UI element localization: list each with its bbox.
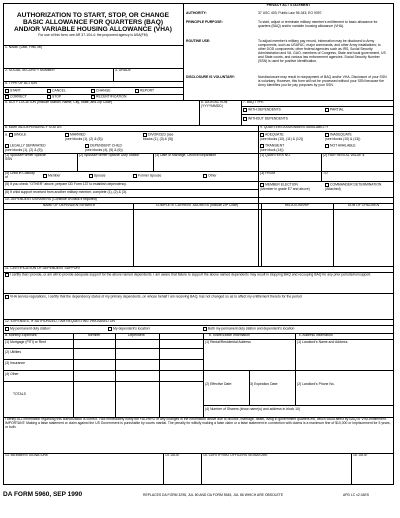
mortgage-label: (1) Mortgage (PITI) or Rent: [5, 340, 46, 344]
principle-text: To start, adjust or terminate military member's entitlement to basic allowance for quarters (BAQ) and/or variable housing allowance (VHA).: [258, 20, 378, 28]
baq-type-label: 7. BAQ TYPE: [243, 100, 264, 104]
duty-location-label: 5. DUTY LOCATION (Include Station, Name, City, State, and Zip Code): [5, 100, 113, 104]
expenses-heading: 12. EXPENSES, IF AUTHORIZED, I AM REQUESTING VHA BASED ON: [5, 319, 115, 323]
spouse-duty-label: (2) Spouse/Former Spouse Duty Station: [79, 153, 140, 157]
vha-text[interactable]: VHA service regulations, I certify that the dependency status of my primary dependents, on whose behalf I am receiving BAQ, has not changed so as to affect my entitlement thereto for the period: [5, 295, 391, 300]
col-name: NAME OF DEPENDENT/SHARER: [42, 203, 96, 207]
name-field[interactable]: [5, 51, 181, 67]
vha-dependent-location[interactable]: My dependent's location:: [108, 327, 150, 332]
officer-signature-field[interactable]: [203, 459, 347, 483]
action-start[interactable]: START: [5, 89, 21, 94]
action-stop[interactable]: STOP: [47, 95, 61, 100]
date-action-label: 6. DATE/ACTION (YYYYMMDD): [201, 100, 228, 108]
privacy-heading: PRIVACY ACT STATEMENT: [266, 3, 311, 7]
landlord-phone-label: (2) Landlord's Phone No.: [297, 382, 335, 386]
child-support-note: (6) If child support received from another military member, complete (1), (2) & (3).: [5, 190, 127, 194]
routine-label: ROUTINE USE:: [186, 39, 211, 43]
status-separated[interactable]: LEGALLY SEPARATED (see blocks (1), (2) & (5)): [5, 143, 46, 152]
officer-date-field[interactable]: [353, 459, 391, 483]
form-subtitle: For use of this form, see AR 37-104-4; the proponent agency is ASA(FM): [38, 33, 148, 38]
date-action-field[interactable]: [201, 111, 239, 123]
apd-version: APD LC v2.04ES: [343, 493, 370, 497]
action-correct[interactable]: CORRECT: [5, 95, 27, 100]
member-election[interactable]: MEMBER ELECTION (Member in grade E7 and above): [260, 182, 310, 191]
sharers-label: (4) Number of Sharers (show name(s) and address in block 10): [205, 407, 300, 411]
member-date-label: 14. DATE: [165, 453, 180, 457]
quarters-adequate[interactable]: ADEQUATE: (see blocks (10), (11) & (12)): [260, 132, 304, 141]
type-of-action-label: 4. TYPE OF ACTION: [5, 81, 37, 85]
totals-label: TOTALS: [13, 392, 26, 396]
vha-both[interactable]: Both my permanent duty station and dependent's location: [203, 327, 294, 332]
address-info-label: c. Address Information: [299, 333, 333, 337]
from-label: (3) FROM: [260, 171, 276, 175]
action-change[interactable]: CHANGE: [91, 89, 111, 94]
expiration-date-label: (3) Expiration Date:: [249, 382, 279, 386]
rental-address-label: (1) Rental/Residential Address: [205, 340, 251, 344]
quarters-heading: 9. QUARTERS ASSIGNMENT/AVAILABILITY: [260, 125, 329, 129]
quarters-transient[interactable]: TRANSIENT (see block (14)): [260, 143, 285, 152]
date-marriage-label: (3) Date of Marriage, Divorce/Separation: [155, 153, 217, 157]
action-report[interactable]: REPORT: [135, 89, 154, 94]
baq-with-dependents[interactable]: WITH DEPENDENTS: [243, 108, 281, 113]
status-married[interactable]: MARRIED (see blocks (1), (2) & (5)): [65, 132, 103, 141]
ssn-label: 2. SOCIAL SECURITY NUMBER: [5, 68, 55, 72]
quarters-inadequate[interactable]: INADEQUATE (see blocks (10) & (13)): [325, 132, 361, 141]
form-number: DA FORM 5960, SEP 1990: [3, 491, 83, 498]
dependents-heading: 10. DEPENDENTS/SHARERS (Continue on back if required): [5, 197, 97, 201]
commander-determination[interactable]: COMMANDER DETERMINATION (Attached): [325, 182, 382, 191]
dependents-rows[interactable]: [3, 209, 394, 266]
name-label: 1. NAME (Last, First, MI): [5, 45, 43, 49]
form-page: [3, 3, 394, 511]
action-cancel[interactable]: CANCEL: [47, 89, 66, 94]
col-address: COMPLETE CURRENT ADDRESS (Include ZIP Code): [155, 203, 239, 207]
member-col: Member: [88, 333, 101, 337]
col-relationship: RELATIONSHIP: [284, 203, 310, 207]
quarters-no-label: (1) QUARTERS NO.: [260, 153, 291, 157]
member-signature-field[interactable]: [5, 459, 155, 483]
custody-former-spouse[interactable]: Former Spouse: [133, 174, 161, 179]
spouse-ssn-label: (1) Spouse/Former Spouse SSN: [5, 153, 46, 161]
grade-label: 3. GRADE: [115, 68, 131, 72]
child-custody-label: (4) Child in Custody of: [5, 171, 35, 179]
grade-field[interactable]: [115, 73, 181, 80]
vha-permanent-station[interactable]: My permanent duty station:: [5, 327, 51, 332]
officer-signature-label: 15. CERTIFYING OFFICERS SIGNATURE: [203, 453, 268, 457]
utilities-label: (2) Utilities: [5, 350, 22, 354]
share-lease-label: b. Share/Lease Information: [209, 333, 250, 337]
replaces-note: REPLACES DA FORM 3298, JUL 80 AND DA FORM 5545, JUL 86 WHICH ARE OBSOLETE: [143, 493, 284, 497]
authority-text: 37 USC 403; Public Law 96-343; EO 9397.: [258, 11, 323, 15]
landlord-name-label: (1) Landlord's Name and Address: [297, 340, 348, 344]
monthly-expenses-label: a. Monthly Expenses:: [5, 333, 38, 337]
baq-without-dependents[interactable]: WITHOUT DEPENDENTS: [243, 117, 288, 122]
col-dob: DOB OF CHILDREN: [347, 203, 380, 207]
quarters-not-available[interactable]: NOT AVAILABLE: [325, 144, 356, 149]
custody-member[interactable]: Member: [43, 174, 60, 179]
certification-heading: 11. CERTIFICATION OF DEPENDENT SUPPORT: [5, 266, 81, 270]
member-date-field[interactable]: [165, 459, 199, 483]
other-expense-label: (4) Other: [5, 372, 19, 376]
effective-date-label: (2) Effective Date:: [205, 382, 233, 386]
principle-label: PRINCIPLE PURPOSE:: [186, 20, 223, 24]
cert-initial-box[interactable]: [5, 281, 15, 291]
authority-label: AUTHORITY:: [186, 11, 207, 15]
to-label: TO: [323, 171, 328, 175]
dependent-col: Dependent: [128, 333, 145, 337]
insurance-label: (3) Insurance: [5, 361, 25, 365]
member-signature-label: 13. MEMBERS SIGNATURE: [5, 453, 49, 457]
marital-status-heading: 8. MARITAL/DEPENDENCY STATUS: [5, 125, 62, 129]
certification-text[interactable]: I certify that I provide, or am will to provide adequate support for the above named dependents. I am aware that failure to support the above named dependents may result in stopping BAQ and recouping BAQ for any prior periods/nonsupport.: [5, 273, 391, 278]
action-recertification[interactable]: RECERTIFICATION: [91, 95, 126, 100]
ssn-field[interactable]: [5, 73, 111, 80]
final-certification-text: I certify ALL information regarding this authorization is correct. I will immediately notify the FAO/HRO of any changes in the information above due to divorce, marriage, death, living in government quarters etc, which could affect by BAQ or VHA entitlement. IMPORTANT: Making a false statement or claim against the US Government is punishable by courts martial. The penalty for wilfully making a false claim or a false statement in connection with claims is a maximum fine of $10,000 or imprisonment for 5 years, or both.: [5, 417, 391, 429]
other-dependency-note: (5) If you check "OTHER" above, prepare DD Form 137 to establish dependency.: [5, 182, 127, 186]
duty-location-field[interactable]: [5, 106, 197, 123]
officer-date-label: 16. DATE: [353, 453, 368, 457]
disclosure-text: Nondisclosure may result in nonpayment of BAQ and/or VHA. Disclosure of your SSN is voluntary. However, this form will not be processed without your SSN because the Army identifies you for pay purposes by your SSN.: [258, 75, 387, 87]
routine-text: To adjust member's military pay record, information may be disclosed to Army components, such as USAFAC, major commands, and other Army installations; to other DOD components; other federal agencies such as IRS, Social Security Administration and VA, GAO, members of Congress, State and local government, US and State courts, and various law enforcement agencies. Social Security Number (SSN) is used for positive identification.: [258, 39, 386, 63]
custody-other[interactable]: Other: [203, 174, 216, 179]
disclosure-label: DISCLOSURE IS VOLUNTARY:: [186, 75, 235, 79]
custody-spouse[interactable]: Spouse: [89, 174, 106, 179]
fair-rental-label: (2) FAIR RENTAL VALUE $: [323, 153, 365, 157]
status-single[interactable]: a. SINGLE: [5, 132, 27, 137]
status-dependent-child[interactable]: DEPENDENT CHILD (see blocks (4), (5) & (6)): [85, 143, 123, 152]
status-divorced[interactable]: DIVORCED (see blocks (1), (3) & (5)): [143, 132, 174, 141]
baq-partial[interactable]: PARTIAL: [325, 108, 344, 113]
form-title: AUTHORIZATION TO START, STOP, OR CHANGE BASIC ALLOWANCE FOR QUARTERS (BAQ) AND/OR VARIABLE HOUSING ALLOWANCE (VHA) For use of this form, see AR 37-104-4; the proponent agency is ASA(FM): [3, 13, 183, 38]
